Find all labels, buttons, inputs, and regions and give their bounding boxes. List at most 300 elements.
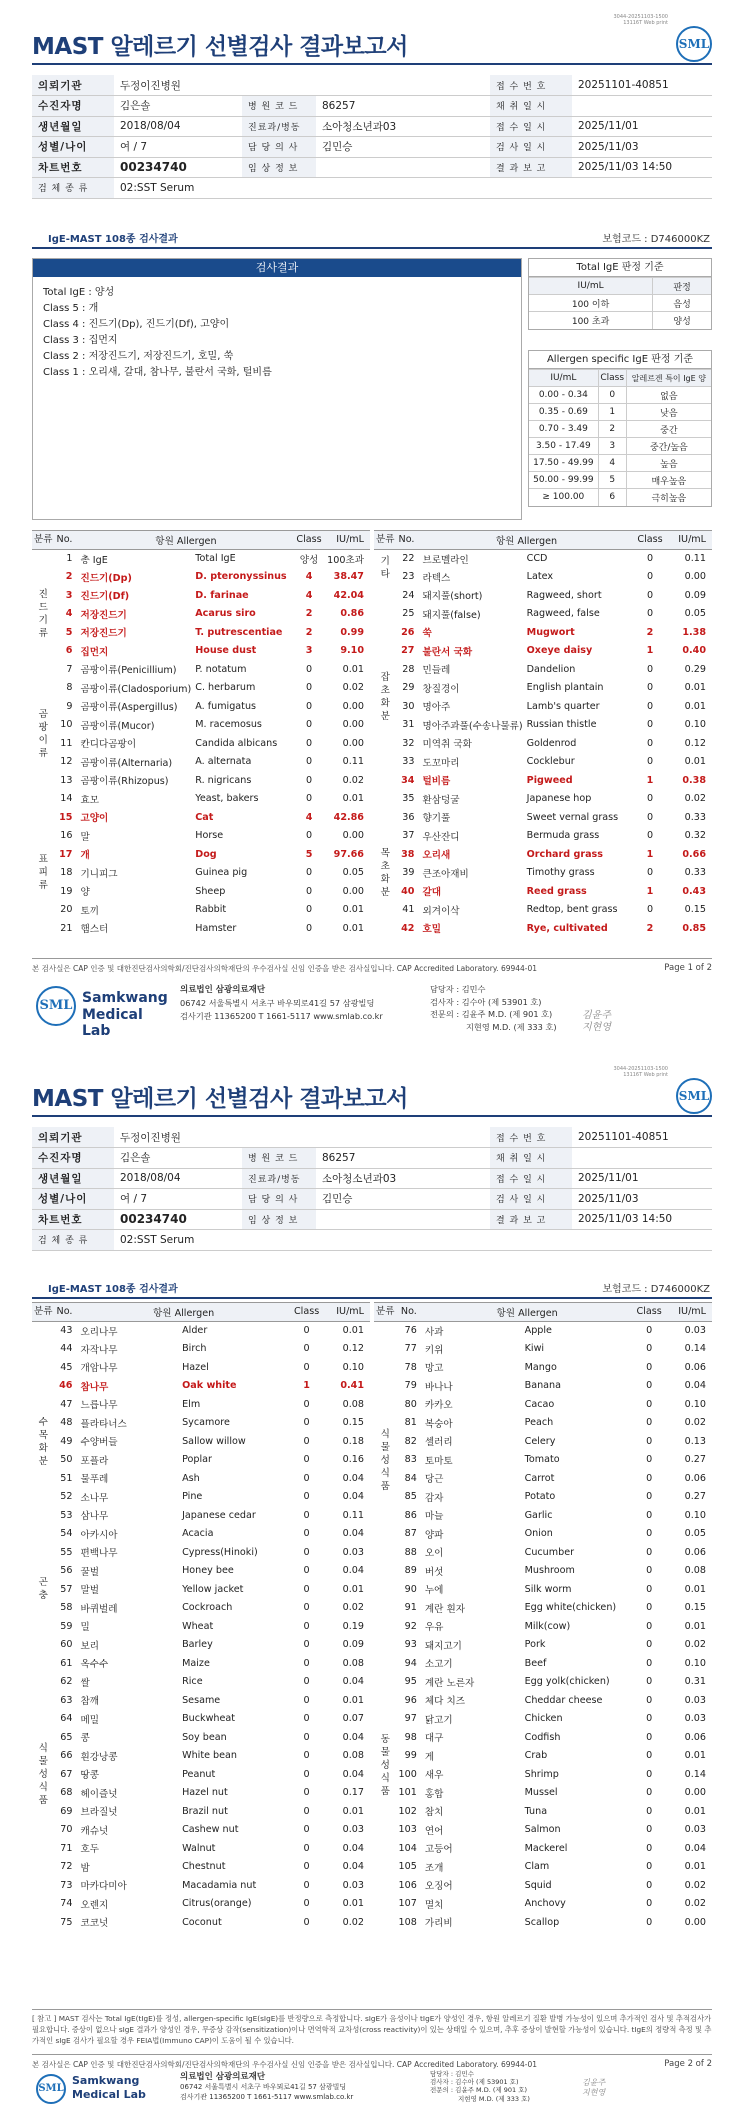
section-header xyxy=(32,1278,712,1294)
cell-ko: 땅콩 xyxy=(80,1770,100,1782)
cell-iu: 0.07 xyxy=(342,1713,364,1725)
cell-no: 1 xyxy=(66,553,73,564)
cell-no: 61 xyxy=(60,1657,73,1669)
cell-en: D. farinae xyxy=(195,589,249,601)
cell-cls: 0 xyxy=(646,1435,653,1447)
cell-no: 2 xyxy=(65,571,73,583)
signatory: 검사자 : 김수아 (제 53901 호) xyxy=(430,2078,519,2087)
section-divider xyxy=(32,1297,712,1299)
criteria-cell: ≥ 100.00 xyxy=(529,489,598,506)
value: 02:SST Serum xyxy=(114,1230,712,1251)
value: 소아청소년과03 xyxy=(316,116,490,137)
cell-iu: 0.03 xyxy=(342,1546,364,1558)
cell-en: Sesame xyxy=(182,1694,221,1706)
cell-ko: 플라타너스 xyxy=(80,1418,127,1430)
cell-ko: 곰팡이류(Alternaria) xyxy=(80,757,173,769)
cell-ko: 효모 xyxy=(80,794,100,806)
table-row xyxy=(374,771,712,790)
cell-en: Chicken xyxy=(524,1713,563,1725)
cell-cls: 0 xyxy=(646,1361,653,1373)
cell-en: Egg yolk(chicken) xyxy=(524,1676,610,1688)
cell-iu: 0.04 xyxy=(342,1768,364,1780)
criteria-cell: 높음 xyxy=(626,455,711,472)
cell-ko: 저장진드기 xyxy=(80,628,127,640)
cell-iu: 38.47 xyxy=(333,571,364,583)
cell-cls: 0 xyxy=(646,1398,653,1410)
cell-cls: 0 xyxy=(305,904,313,916)
cell-iu: 0.02 xyxy=(684,1879,706,1891)
result-line: Class 4 : 진드기(Dp), 진드기(Df), 고양이 xyxy=(43,319,230,330)
cell-en: Celery xyxy=(524,1435,556,1447)
cell-iu: 0.01 xyxy=(342,663,364,675)
header-iu: IU/mL xyxy=(668,531,713,550)
cell-ko: 오리나무 xyxy=(80,1326,118,1338)
logo-text: Medical Lab xyxy=(82,1007,143,1039)
label: 결 과 보 고 xyxy=(490,1209,572,1230)
insurance-code: 보험코드 : D746000KZ xyxy=(602,1284,710,1295)
table-row xyxy=(32,1432,370,1451)
cell-no: 48 xyxy=(60,1417,73,1429)
label: 접 수 번 호 xyxy=(490,1127,572,1148)
label: 접 수 일 시 xyxy=(490,116,572,137)
samkwang-logo xyxy=(36,982,176,1039)
criteria-cell: 0.35 - 0.69 xyxy=(529,404,598,421)
cell-ko: 곰팡이류(Penicillium) xyxy=(80,665,177,677)
cell-cls: 1 xyxy=(646,645,654,657)
cell-en: Elm xyxy=(182,1398,201,1410)
cell-cls: 2 xyxy=(646,626,654,638)
table-row xyxy=(32,1654,370,1673)
cell-cls: 0 xyxy=(303,1805,310,1817)
cell-iu: 0.31 xyxy=(684,1676,706,1688)
cell-ko: 오렌지 xyxy=(80,1899,109,1911)
cell-en: Macadamia nut xyxy=(182,1879,257,1891)
cell-cls: 0 xyxy=(303,1454,310,1466)
header-allergen: 항원 Allergen xyxy=(423,1303,632,1322)
cell-ko: 멸치 xyxy=(424,1899,444,1911)
cell-no: 53 xyxy=(60,1509,73,1521)
cell-iu: 0.27 xyxy=(684,1454,706,1466)
cell-en: Timothy grass xyxy=(526,867,595,879)
table-row xyxy=(374,1414,712,1433)
table-row xyxy=(374,864,712,883)
table-row xyxy=(374,1543,712,1562)
cell-ko: 마카다미아 xyxy=(80,1881,127,1893)
table-row xyxy=(32,549,370,568)
value: 86257 xyxy=(316,1148,490,1169)
cell-ko: 명아주 xyxy=(422,702,451,714)
cell-en: Coconut xyxy=(182,1916,222,1928)
cell-cls: 0 xyxy=(303,1509,310,1521)
cell-no: 45 xyxy=(60,1361,73,1373)
signature: 김윤주 지현영 xyxy=(582,2078,606,2097)
cell-no: 98 xyxy=(404,1731,417,1743)
table-row xyxy=(32,1321,370,1340)
cell-no: 96 xyxy=(404,1694,417,1706)
sml-logo-icon: SML xyxy=(36,986,76,1026)
table-row xyxy=(374,697,712,716)
section-header xyxy=(32,228,712,244)
signatory: 담당자 : 김민수 xyxy=(430,984,486,994)
table-row xyxy=(374,1784,712,1803)
cell-ko: 오리새 xyxy=(422,850,451,862)
result-line: Total IgE : 양성 xyxy=(43,287,115,298)
cell-ko: 계란 노른자 xyxy=(424,1677,475,1689)
cell-ko: 돼지고기 xyxy=(424,1640,462,1652)
cell-no: 85 xyxy=(404,1491,417,1503)
cell-no: 81 xyxy=(404,1417,417,1429)
cell-ko: 바나나 xyxy=(424,1381,453,1393)
cell-cls: 0 xyxy=(646,1879,653,1891)
cell-en: Hazel nut xyxy=(182,1787,228,1799)
cell-iu: 0.16 xyxy=(342,1454,364,1466)
cell-iu: 0.18 xyxy=(342,1435,364,1447)
cell-ko: 연어 xyxy=(424,1825,444,1837)
cell-ko: 창질경이 xyxy=(422,683,460,695)
table-row xyxy=(374,1562,712,1581)
table-row xyxy=(32,1525,370,1544)
cell-no: 41 xyxy=(402,904,415,916)
cell-cls: 0 xyxy=(305,793,313,805)
label: 채 취 일 시 xyxy=(490,1148,572,1169)
cell-cls: 0 xyxy=(646,1528,653,1540)
cell-en: Peach xyxy=(524,1417,554,1429)
category-label: 곰 팡 이 류 xyxy=(38,709,48,759)
header-cls: Class xyxy=(631,1303,666,1322)
table-row xyxy=(374,716,712,735)
section-title: IgE-MAST 108종 검사결과 xyxy=(48,1284,178,1295)
criteria-cell: 1 xyxy=(598,404,626,421)
cell-en: Ragweed, short xyxy=(526,589,602,601)
table-row xyxy=(374,660,712,679)
cell-ko: 개 xyxy=(80,850,90,862)
table-row xyxy=(374,1358,712,1377)
value: 2025/11/01 xyxy=(572,1168,712,1189)
cell-cls: 0 xyxy=(303,1472,310,1484)
cell-en: Onion xyxy=(524,1528,553,1540)
cell-no: 8 xyxy=(66,682,73,694)
cell-iu: 0.05 xyxy=(684,608,706,620)
cell-cls: 0 xyxy=(646,1380,653,1392)
cell-cls: 0 xyxy=(646,830,654,842)
table-row xyxy=(374,808,712,827)
table-row xyxy=(374,1451,712,1470)
cell-cls: 0 xyxy=(305,756,313,768)
category-label: 잡 초 화 분 xyxy=(380,672,390,722)
table-row xyxy=(374,1654,712,1673)
table-row xyxy=(32,716,370,735)
contact: 검사기관 11365200 T 1661-5117 www.smlab.co.kr xyxy=(180,2093,354,2101)
cell-no: 69 xyxy=(60,1805,73,1817)
cell-ko: 돼지풀(short) xyxy=(422,591,483,603)
signatory: 전문의 : 김윤주 M.D. (제 901 호) xyxy=(430,1009,553,1019)
category-label xyxy=(32,549,55,568)
cell-en: Anchovy xyxy=(524,1898,566,1910)
criteria-table xyxy=(529,277,711,329)
cell-en: Milk(cow) xyxy=(524,1620,571,1632)
section-title: IgE-MAST 108종 검사결과 xyxy=(48,234,178,245)
criteria-header: 판정 xyxy=(653,278,711,295)
table-row xyxy=(32,697,370,716)
cell-no: 74 xyxy=(60,1898,73,1910)
table-row xyxy=(32,1747,370,1766)
samkwang-logo xyxy=(36,2072,176,2104)
cell-iu: 0.38 xyxy=(682,774,706,786)
cell-ko: 카카오 xyxy=(424,1400,453,1412)
cell-no: 89 xyxy=(404,1565,417,1577)
cell-iu: 42.04 xyxy=(333,589,364,601)
table-row xyxy=(32,1839,370,1858)
cell-no: 10 xyxy=(60,719,73,731)
logo-text: Samkwang xyxy=(72,2074,140,2087)
cell-cls: 0 xyxy=(305,700,313,712)
cell-no: 9 xyxy=(66,700,73,712)
label: 임 상 정 보 xyxy=(242,1209,316,1230)
cell-iu: 0.05 xyxy=(684,1528,706,1540)
cell-cls: 0 xyxy=(646,663,654,675)
header-iu: IU/mL xyxy=(325,531,370,550)
cell-cls: 0 xyxy=(646,1639,653,1651)
value xyxy=(316,1209,490,1230)
cell-iu: 0.02 xyxy=(684,1639,706,1651)
cell-iu: 0.01 xyxy=(684,1805,706,1817)
criteria-cell: 17.50 - 49.99 xyxy=(529,455,598,472)
cell-ko: 우유 xyxy=(424,1622,444,1634)
cell-cls: 0 xyxy=(303,1639,310,1651)
cell-ko: 호두 xyxy=(80,1844,100,1856)
cell-en: Rabbit xyxy=(195,904,227,916)
table-row xyxy=(32,1340,370,1359)
table-row xyxy=(32,1895,370,1914)
cell-en: Mackerel xyxy=(524,1842,568,1854)
cell-no: 26 xyxy=(401,626,415,638)
table-row xyxy=(32,605,370,624)
cell-iu: 0.04 xyxy=(342,1491,364,1503)
cell-no: 71 xyxy=(60,1842,73,1854)
table-row xyxy=(32,790,370,809)
cert-text: 본 검사실은 CAP 인증 및 대한진단검사의학회/진단검사의학재단의 우수검사실 신임 인증을 받은 검사실입니다. CAP Accredited Laboratory. 69944-01 xyxy=(32,2060,538,2069)
cell-cls: 0 xyxy=(303,1824,310,1836)
value: 20251101-40851 xyxy=(572,75,712,96)
cell-iu: 0.01 xyxy=(684,756,706,768)
cell-cls: 0 xyxy=(305,774,313,786)
cell-cls: 0 xyxy=(303,1713,310,1725)
cell-no: 80 xyxy=(404,1398,417,1410)
report-title: MAST 알레르기 선별검사 결과보고서 xyxy=(32,34,408,60)
cell-cls: 5 xyxy=(305,848,313,860)
label: 검 사 일 시 xyxy=(490,137,572,158)
cell-ko: 호밀 xyxy=(422,924,442,936)
cell-en: A. alternata xyxy=(195,756,252,768)
cell-iu: 0.12 xyxy=(342,1343,364,1355)
label: 검 체 종 류 xyxy=(32,178,114,199)
cell-iu: 0.10 xyxy=(684,719,706,731)
cell-no: 66 xyxy=(60,1750,73,1762)
address: 06742 서울특별시 서초구 바우뫼로41길 57 삼광빌딩 xyxy=(180,2083,347,2091)
cell-iu: 0.10 xyxy=(684,1509,706,1521)
cell-no: 97 xyxy=(404,1713,417,1725)
cell-no: 79 xyxy=(404,1380,417,1392)
address: 06742 서울특별시 서초구 바우뫼로41길 57 삼광빌딩 xyxy=(180,998,375,1008)
cell-cls: 0 xyxy=(303,1898,310,1910)
cell-no: 82 xyxy=(404,1435,417,1447)
cell-cls: 0 xyxy=(646,1620,653,1632)
category-label: 진 드 기 류 xyxy=(38,588,48,639)
cell-cls: 0 xyxy=(305,830,313,842)
cell-iu: 0.00 xyxy=(342,830,364,842)
cell-ko: 버섯 xyxy=(424,1566,444,1578)
header-iu: IU/mL xyxy=(324,1303,370,1322)
title-divider xyxy=(32,1115,712,1117)
allergen-table-left xyxy=(32,530,370,938)
label: 의뢰기관 xyxy=(32,75,114,96)
allergen-table-left xyxy=(32,1302,370,1932)
cell-en: Banana xyxy=(524,1380,562,1392)
header-cat: 분류 xyxy=(374,531,397,550)
cell-en: Tuna xyxy=(524,1805,548,1817)
cell-cls: 0 xyxy=(646,719,654,731)
cell-ko: 칸디다곰팡이 xyxy=(80,739,137,751)
table-row xyxy=(374,1395,712,1414)
criteria-cell: 4 xyxy=(598,455,626,472)
cell-ko: 참치 xyxy=(424,1807,444,1819)
cell-iu: 0.15 xyxy=(342,1417,364,1429)
cell-cls: 0 xyxy=(303,1417,310,1429)
patient-info-table xyxy=(32,75,712,199)
cell-iu: 0.19 xyxy=(342,1620,364,1632)
cell-no: 33 xyxy=(402,756,415,768)
contact: 검사기관 11365200 T 1661-5117 www.smlab.co.kr xyxy=(180,1011,383,1021)
result-line: Class 2 : 저장진드기, 저장진드기, 호밀, 쑥 xyxy=(43,351,234,362)
signatory: 전문의 : 김윤주 M.D. (제 901 호) xyxy=(430,2086,528,2095)
cell-ko: 소고기 xyxy=(424,1659,453,1671)
cell-no: 56 xyxy=(60,1565,73,1577)
value: 2025/11/03 14:50 xyxy=(572,1209,712,1230)
value: 2018/08/04 xyxy=(114,116,242,137)
cell-iu: 97.66 xyxy=(333,848,364,860)
cell-en: Garlic xyxy=(524,1509,553,1521)
cell-en: Hazel xyxy=(182,1361,209,1373)
cell-cls: 4 xyxy=(305,811,313,823)
cell-ko: 외겨이삭 xyxy=(422,905,460,917)
cell-iu: 0.04 xyxy=(342,1731,364,1743)
cell-ko: 기니피그 xyxy=(80,868,118,880)
cell-en: Chestnut xyxy=(182,1861,226,1873)
cell-iu: 0.00 xyxy=(342,737,364,749)
cell-en: Soy bean xyxy=(182,1731,227,1743)
cell-ko: 불란서 국화 xyxy=(422,646,473,658)
cell-iu: 0.11 xyxy=(684,553,706,564)
cell-ko: 헤이즐넛 xyxy=(80,1788,118,1800)
table-row xyxy=(32,1451,370,1470)
cell-iu: 0.09 xyxy=(684,589,706,601)
cell-no: 51 xyxy=(60,1472,73,1484)
table-row xyxy=(374,1488,712,1507)
cell-cls: 0 xyxy=(303,1787,310,1799)
cell-cls: 0 xyxy=(646,608,654,620)
category-label: 기 타 xyxy=(380,555,390,580)
cell-ko: 오징어 xyxy=(424,1881,453,1893)
table-row xyxy=(374,1821,712,1840)
table-row xyxy=(32,1469,370,1488)
cell-iu: 0.00 xyxy=(342,700,364,712)
cell-cls: 0 xyxy=(303,1676,310,1688)
value: 김민승 xyxy=(316,1189,490,1210)
cell-cls: 0 xyxy=(646,1824,653,1836)
cell-ko: 진드기(Dp) xyxy=(80,572,132,584)
criteria-cell: 0.00 - 0.34 xyxy=(529,387,598,404)
cell-en: Walnut xyxy=(182,1842,216,1854)
table-row xyxy=(32,1562,370,1581)
table-row xyxy=(32,1858,370,1877)
cell-en: Cat xyxy=(195,811,214,823)
cell-cls: 0 xyxy=(303,1750,310,1762)
criteria-cell: 6 xyxy=(598,489,626,506)
value: 2025/11/03 xyxy=(572,1189,712,1210)
table-row xyxy=(374,1673,712,1692)
cell-no: 3 xyxy=(65,589,73,601)
cell-cls: 0 xyxy=(646,737,654,749)
cell-en: Clam xyxy=(524,1861,550,1873)
criteria-cell: 낮음 xyxy=(626,404,711,421)
cell-iu: 0.08 xyxy=(684,1565,706,1577)
cell-no: 36 xyxy=(402,811,415,823)
cell-en: Mushroom xyxy=(524,1565,575,1577)
table-row xyxy=(374,790,712,809)
cell-en: Oak white xyxy=(182,1380,237,1392)
cell-ko: 밤 xyxy=(80,1862,90,1874)
cell-cls: 0 xyxy=(646,1602,653,1614)
cell-no: 108 xyxy=(398,1916,417,1928)
criteria-cell: 5 xyxy=(598,472,626,489)
cell-no: 25 xyxy=(402,608,415,620)
cell-en: Cucumber xyxy=(524,1546,575,1558)
table-row xyxy=(374,549,712,568)
cell-en: Egg white(chicken) xyxy=(524,1602,617,1614)
table-row xyxy=(374,1747,712,1766)
cell-iu: 0.00 xyxy=(342,719,364,731)
cell-no: 42 xyxy=(401,922,415,934)
cell-iu: 0.32 xyxy=(684,830,706,842)
value: 여 / 7 xyxy=(114,1189,242,1210)
table-row xyxy=(32,1506,370,1525)
cell-en: Latex xyxy=(526,571,554,583)
cell-no: 99 xyxy=(404,1750,417,1762)
cell-no: 104 xyxy=(398,1842,417,1854)
cell-iu: 0.29 xyxy=(684,663,706,675)
report-title: MAST 알레르기 선별검사 결과보고서 xyxy=(32,1086,408,1112)
table-row xyxy=(374,1617,712,1636)
table-row xyxy=(374,1506,712,1525)
table-row xyxy=(32,1765,370,1784)
header-cat: 분류 xyxy=(374,1303,397,1322)
cell-iu: 0.01 xyxy=(342,904,364,916)
cell-cls: 0 xyxy=(646,793,654,805)
cell-iu: 0.02 xyxy=(342,1602,364,1614)
cell-iu: 0.03 xyxy=(684,1325,706,1336)
cell-ko: 감자 xyxy=(424,1492,444,1504)
cell-cls: 0 xyxy=(646,1676,653,1688)
value: 2025/11/03 14:50 xyxy=(572,157,712,178)
cell-en: Yellow jacket xyxy=(182,1583,244,1595)
cell-en: Birch xyxy=(182,1343,207,1355)
cell-no: 107 xyxy=(398,1898,417,1910)
header-cls: Class xyxy=(289,1303,325,1322)
cell-iu: 0.00 xyxy=(684,1916,706,1928)
signature: 김윤주 지현영 xyxy=(582,1010,611,1033)
cell-ko: 우산잔디 xyxy=(422,831,460,843)
cell-cls: 0 xyxy=(303,1602,310,1614)
